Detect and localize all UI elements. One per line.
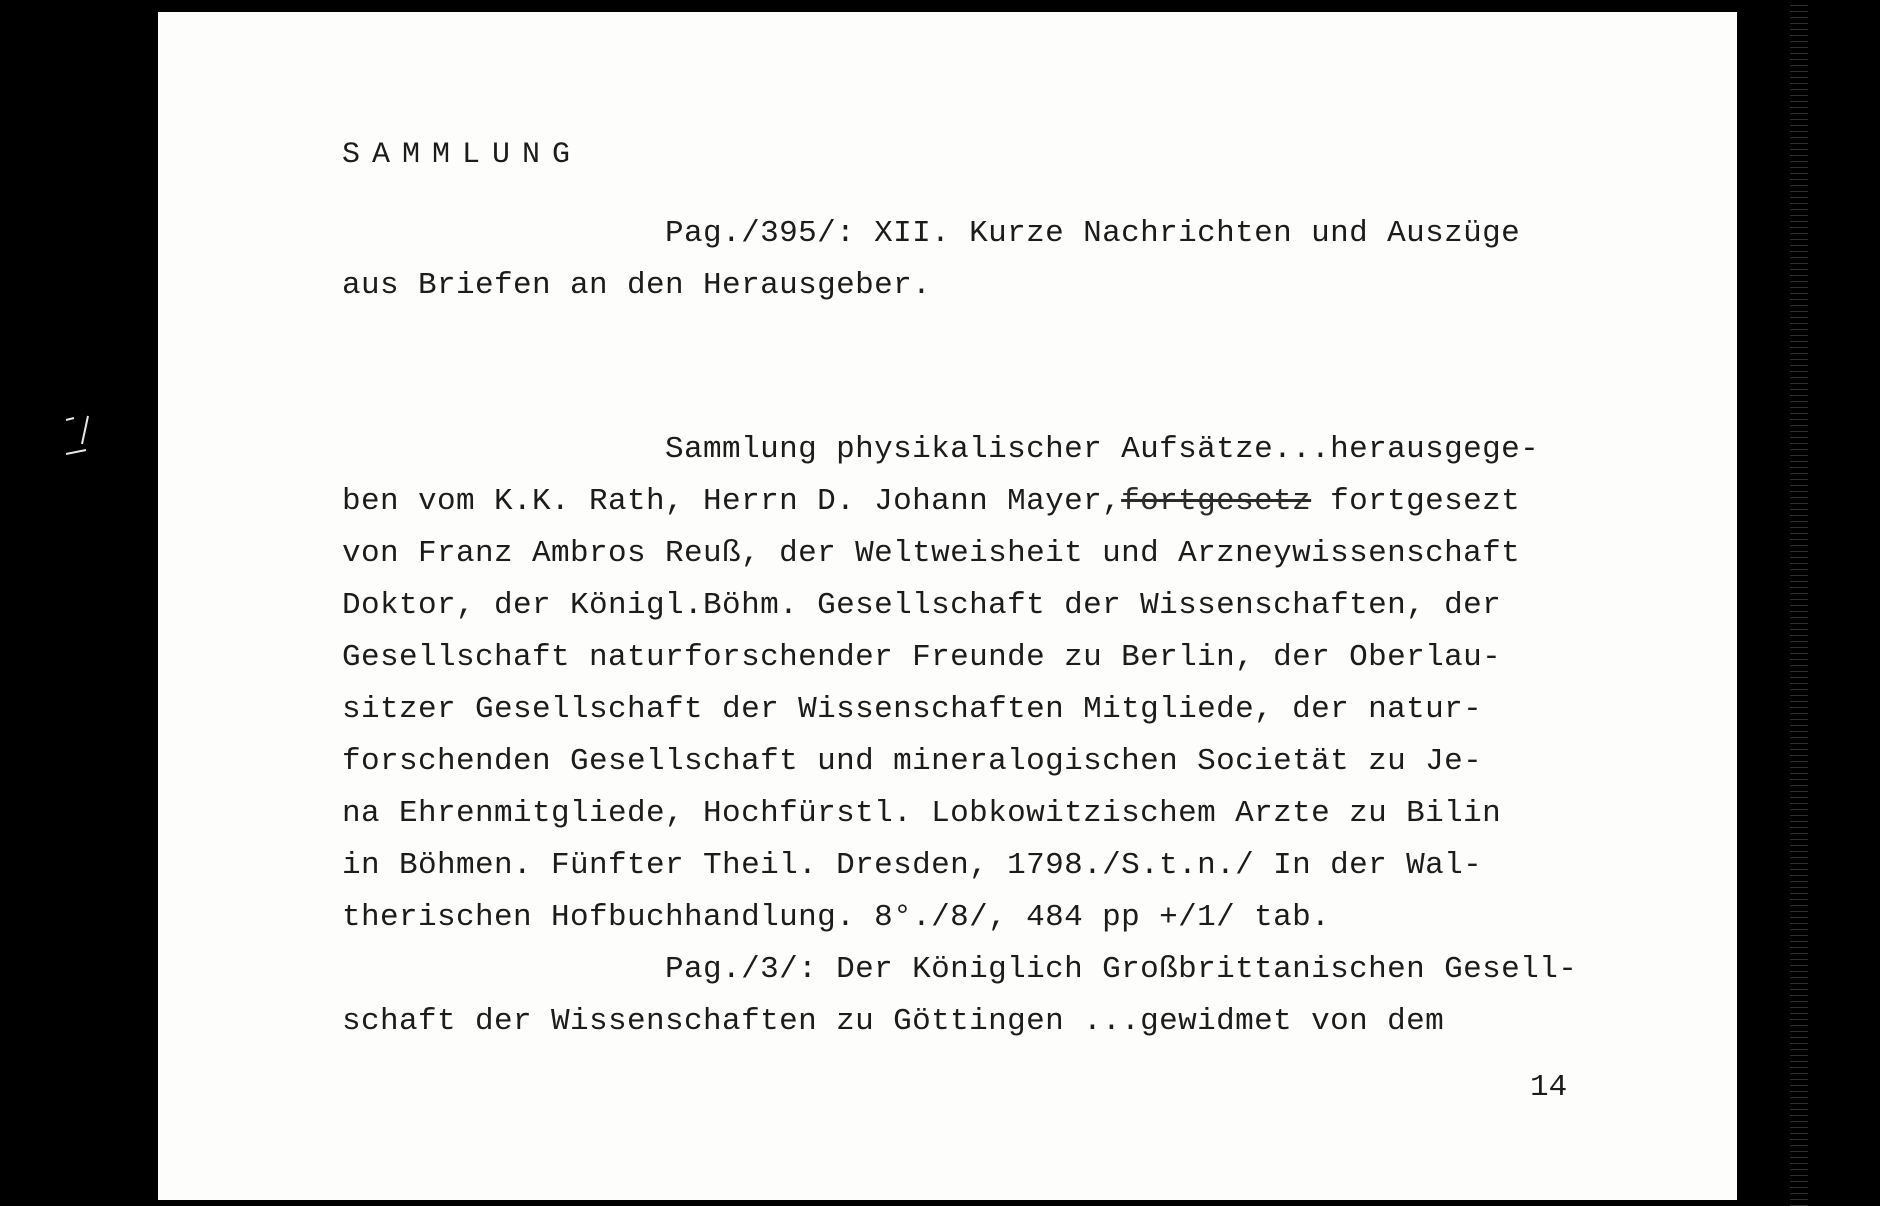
entry-paragraph-3: Pag./3/: Der Königlich Großbrittanischen Gesell- schaft der Wissenschaften zu Göttingen ...gewidmet von dem	[342, 952, 1578, 1039]
pencil-check-mark-icon	[60, 400, 100, 460]
page-number: 14	[1530, 1070, 1568, 1105]
entry-paragraph-2-body: von Franz Ambros Reuß, der Weltweisheit und Arzneywissenschaft Doktor, der Königl.Böhm. Gesellschaft der Wissenschaften, der Gesellschaft naturforschender Freunde zu Berlin, der Oberlau- sitzer Gesellschaft der Wissenschaften Mitgliede, der natur- forschenden Gesellschaft und mineralogischen Societät zu Je- na Ehrenmitgliede, Hochfürstl. Lobkowitzischem Arzte zu Bilin in Böhmen. Fünfter Theil. Dresden, 1798./S.t.n./ In der Wal- therischen Hofbuchhandlung. 8°./8/, 484 pp +/1/ tab.	[342, 536, 1521, 935]
entry-paragraph-2	[342, 424, 1539, 944]
entry-paragraph-2-line-2-end: fortgesezt	[1311, 484, 1521, 519]
entry-paragraph-2-line-1: Sammlung physikalischer Aufsätze...herausgege-	[342, 432, 1540, 467]
film-edge-strip	[1790, 0, 1808, 1206]
struck-out-text: fortgesetz	[1121, 484, 1312, 519]
entry-paragraph-2-line-2-start: ben vom K.K. Rath, Herrn D. Johann Mayer,	[342, 484, 1122, 519]
card-heading: SAMMLUNG	[342, 138, 583, 172]
catalog-card	[158, 12, 1737, 1200]
entry-paragraph-1: Pag./395/: XII. Kurze Nachrichten und Auszüge aus Briefen an den Herausgeber.	[342, 216, 1521, 303]
